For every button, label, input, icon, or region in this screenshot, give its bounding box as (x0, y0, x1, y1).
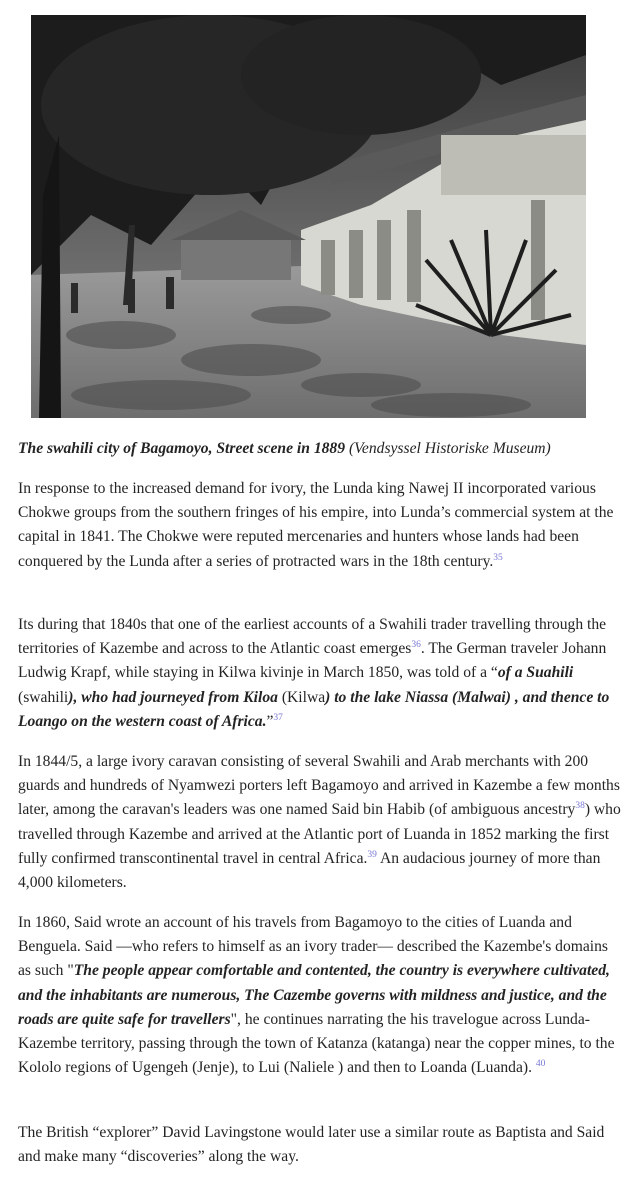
paragraph-5 (18, 1121, 623, 1169)
paragraph-3-text-3: An audacious journey of more than 4,000 kilometers. (18, 849, 601, 892)
closing-quote: ” (266, 712, 274, 730)
footnote-ref-39[interactable]: 39 (367, 849, 377, 860)
paragraph-3 (18, 750, 623, 895)
paragraph-4-text-2: ", he continues narrating the his travelogue across Lunda-Kazembe territory, passing through the town of Katanza (katanga) near the copper mines, to the Kololo regions of Ugengeh (Jenje), to Lui (Naliele ) and then to Loanda (Luanda). (18, 1010, 615, 1077)
paragraph-1 (18, 477, 623, 574)
paragraph-2-text-2: . The German traveler Johann Ludwig Krapf, while staying in Kilwa kivinje in March 1850, was told of a “ (18, 640, 607, 682)
paragraph-1-text: In response to the increased demand for ivory, the Lunda king Nawej II incorporated various Chokwe groups from the southern fringes of his empire, into Lunda’s commercial system at the capital in 1841. The Chokwe were reputed mercenaries and hunters whose lands had been conquered by the Lunda after a series of protracted wars in the 18th century. (18, 480, 614, 570)
paragraph-2-text: Its during that 1840s that one of the earliest accounts of a Swahili trader travelling through the territories of Kazembe and across to the Atlantic coast emerges (18, 616, 607, 658)
caption-title: The swahili city of Bagamoyo, Street scene in 1889 (18, 440, 346, 457)
bagamoyo-street-photo (31, 15, 586, 418)
paragraph-3-text-2: ) who travelled through Kazembe and arrived at the Atlantic port of Luanda in 1852 marking the first fully confirmed transcontinental travel in central Africa. (18, 801, 621, 867)
figure-caption (18, 437, 623, 461)
krapf-quote-4: (Kilwa (277, 688, 326, 706)
footnote-ref-40[interactable]: 40 (535, 1059, 546, 1070)
paragraph-3-text: In 1844/5, a large ivory caravan consisting of several Swahili and Arab merchants with 200 guards and hundreds of Nyamwezi porters left Bagamoyo and arrived in Kazembe a few months later, among the caravan's leaders was one named Said bin Habib (of ambiguous ancestry (18, 753, 620, 819)
paragraph-5-text: The British “explorer” David Lavingstone would later use a similar route as Baptista and Said and make many “discoveries” along the way. (18, 1124, 605, 1166)
street-scene-photo (31, 15, 586, 418)
krapf-quote-1: of a Suahili (497, 664, 574, 682)
paragraph-2 (18, 613, 623, 734)
footnote-ref-35[interactable]: 35 (493, 552, 503, 563)
krapf-quote-3: ), who had journeyed from Kiloa (68, 688, 278, 706)
paragraph-4-text: In 1860, Said wrote an account of his travels from Bagamoyo to the cities of Luanda and Benguela. Said —who refers to himself as an ivory trader— described the Kazembe's domains as such " (18, 914, 608, 980)
footnote-ref-37[interactable]: 37 (273, 712, 283, 723)
footnote-ref-38[interactable]: 38 (575, 801, 585, 812)
krapf-quote-5: ) to the lake Niassa (Malwai) , and thence to Loango on the western coast of Africa. (18, 688, 610, 730)
footnote-ref-36[interactable]: 36 (411, 640, 421, 651)
said-quote: The people appear comfortable and contented, the country is everywhere cultivated, and the inhabitants are numerous, The Cazembe governs with mildness and justice, and the roads are quite safe for travellers (18, 962, 610, 1028)
krapf-quote-2: (swahili (18, 688, 69, 706)
caption-source: (Vendsyssel Historiske Museum) (348, 440, 551, 457)
paragraph-4 (18, 911, 623, 1080)
